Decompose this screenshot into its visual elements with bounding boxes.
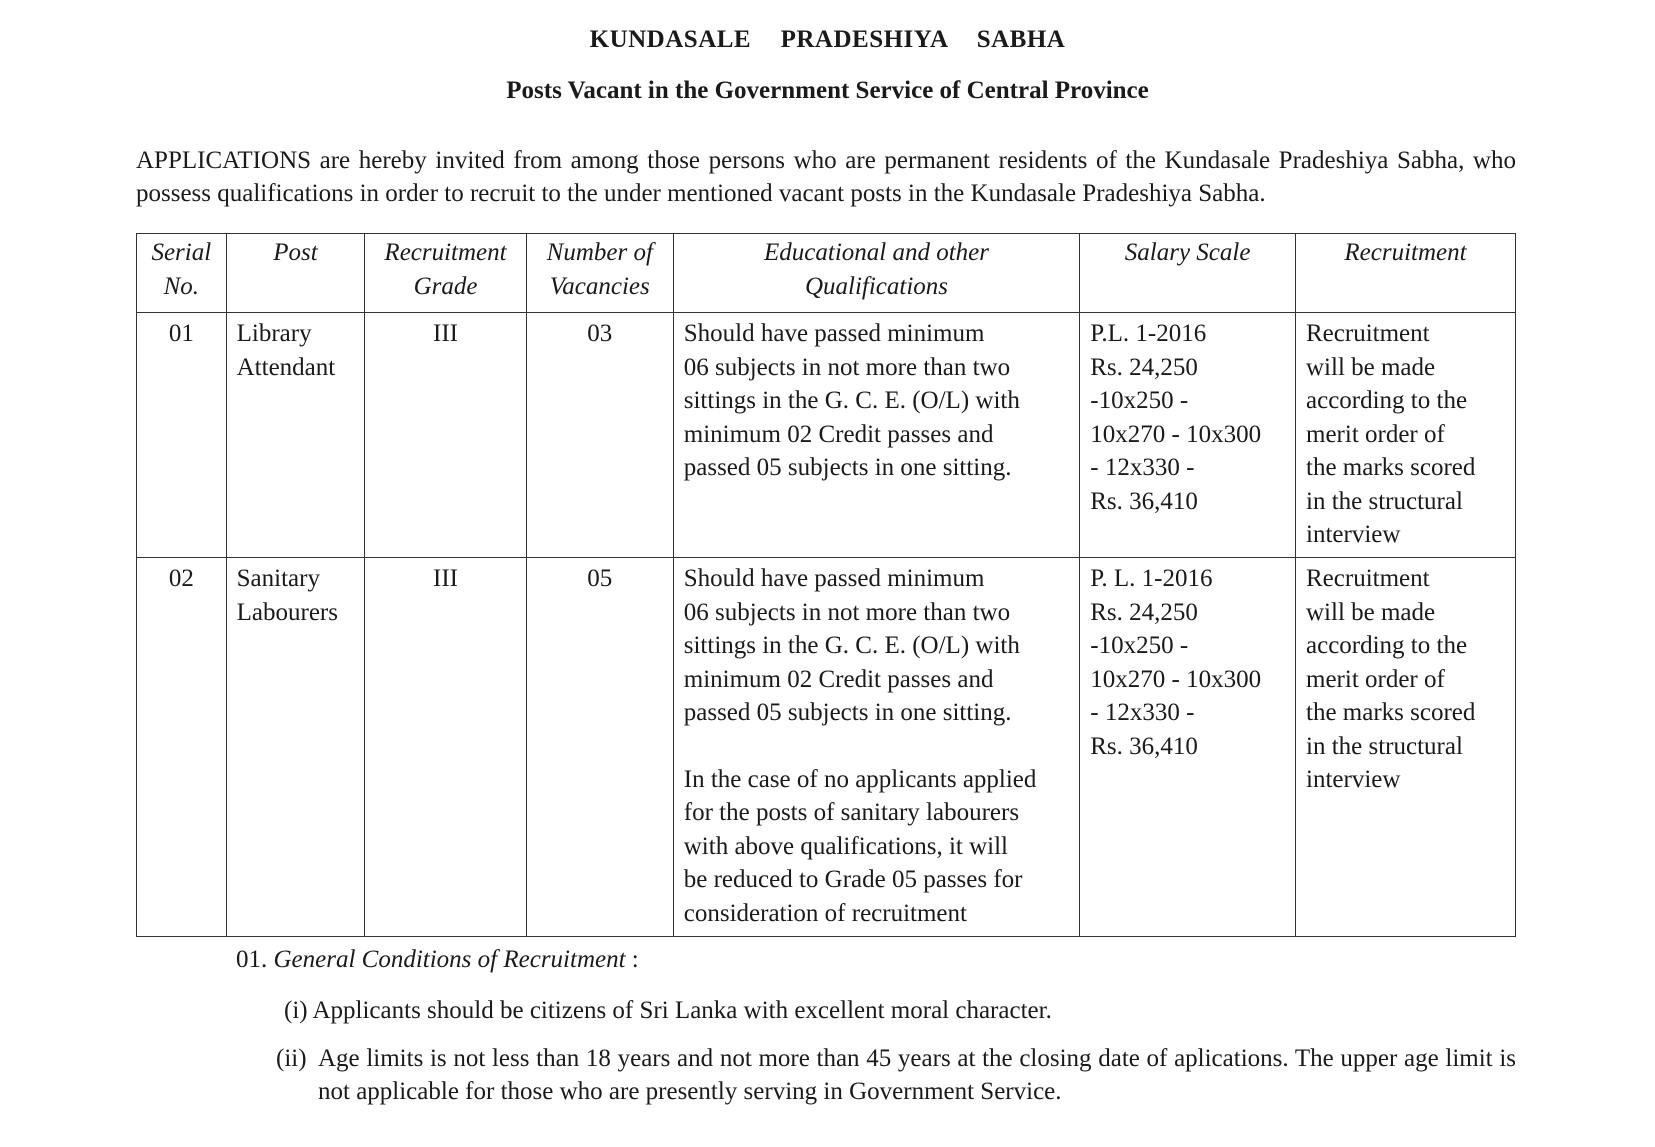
cell-salary: P. L. 1-2016 Rs. 24,250 -10x250 - 10x270 - 10x300 - 12x330 - Rs. 36,410 (1080, 558, 1296, 937)
condition-item (276, 1042, 1516, 1108)
org-title: KUNDASALE PRADESHIYA SABHA (589, 26, 1066, 53)
cell-serial: 01 (137, 313, 227, 558)
conditions-heading-label: General Conditions of Recruitment (273, 946, 626, 973)
cell-post: Sanitary Labourers (226, 558, 365, 937)
table-row (137, 558, 1516, 937)
header-recruitment: Recruitment (1296, 234, 1516, 313)
conditions-heading (236, 946, 639, 974)
condition-number: (ii) (276, 1045, 307, 1072)
notice-subtitle: Posts Vacant in the Government Service of Central Province (506, 77, 1149, 104)
header-serial: Serial No. (137, 234, 227, 313)
conditions-colon: : (631, 946, 639, 973)
table-header-row (137, 234, 1516, 313)
intro-paragraph: APPLICATIONS are hereby invited from among those persons who are permanent residents of the Kundasale Pradeshiya Sabha, who possess qualifications in order to recruit to the under mentioned vacant posts in the Kundasale Pradeshiya Sabha. (136, 147, 1516, 207)
qualifications-extra-text: In the case of no applicants applied for the posts of sanitary labourers with above qualifications, it will be reduced to Grade 05 passes for consideration of recruitment (683, 765, 1037, 927)
header-post: Post (226, 234, 365, 313)
cell-recruitment: Recruitment will be made according to the merit order of the marks scored in the structural interview (1296, 313, 1516, 558)
condition-text: Applicants should be citizens of Sri Lanka with excellent moral character. (312, 997, 1052, 1024)
cell-recruitment: Recruitment will be made according to the merit order of the marks scored in the structural interview (1296, 558, 1516, 937)
header-vacancies: Number of Vacancies (526, 234, 673, 313)
paragraph-gap (684, 730, 1070, 763)
cell-grade: III (365, 313, 527, 558)
vacancies-table (136, 233, 1516, 937)
cell-serial: 02 (137, 558, 227, 937)
conditions-number: 01. (236, 946, 268, 973)
condition-item (284, 994, 1052, 1027)
cell-salary: P.L. 1-2016 Rs. 24,250 -10x250 - 10x270 - 10x300 - 12x330 - Rs. 36,410 (1080, 313, 1296, 558)
condition-number: (i) (284, 997, 308, 1024)
cell-vacancies: 03 (526, 313, 673, 558)
cell-qualifications (673, 558, 1080, 937)
cell-post: Library Attendant (226, 313, 365, 558)
qualifications-text: Should have passed minimum 06 subjects in not more than two sittings in the G. C. E. (O/L) with minimum 02 Credit passes and passed 05 subjects in one sitting. (683, 320, 1020, 481)
condition-text: Age limits is not less than 18 years and not more than 45 years at the closing date of aplications. The upper age limit is not applicable for those who are presently serving in Government Service. (318, 1045, 1516, 1105)
header-qualifications: Educational and other Qualifications (673, 234, 1080, 313)
cell-qualifications (673, 313, 1080, 558)
cell-grade: III (365, 558, 527, 937)
table-row (137, 313, 1516, 558)
header-grade: Recruitment Grade (365, 234, 527, 313)
header-salary: Salary Scale (1080, 234, 1296, 313)
cell-vacancies: 05 (526, 558, 673, 937)
qualifications-text: Should have passed minimum 06 subjects in not more than two sittings in the G. C. E. (O/L) with minimum 02 Credit passes and passed 05 subjects in one sitting. (683, 565, 1020, 726)
